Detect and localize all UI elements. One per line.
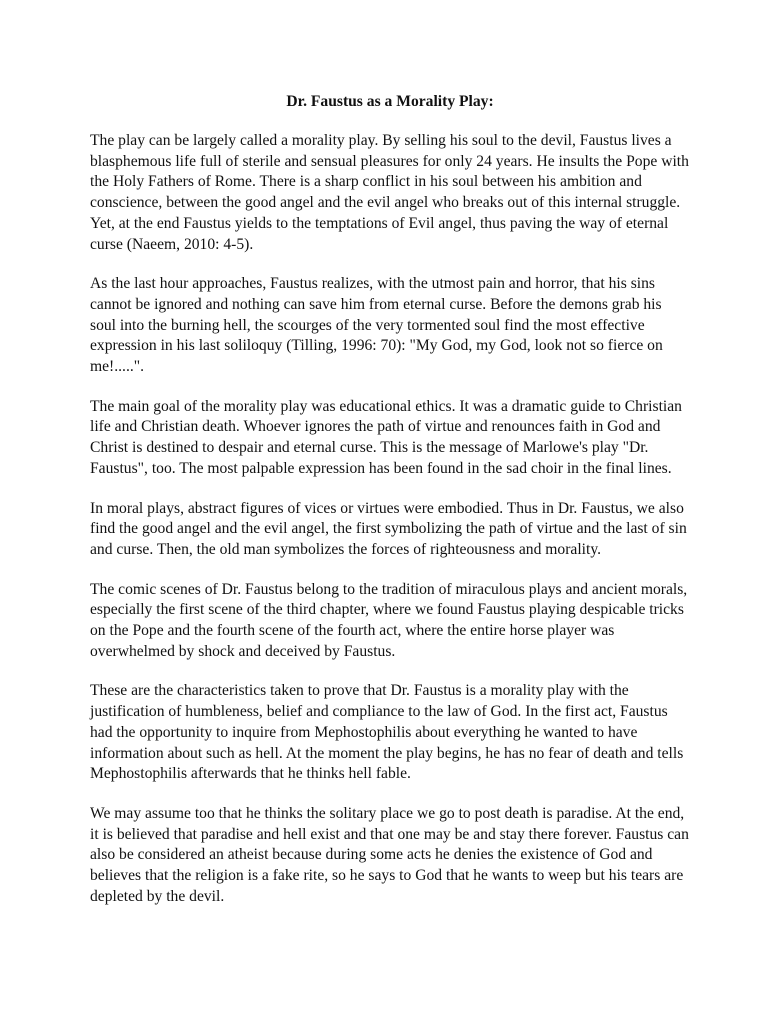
paragraph-7: We may assume too that he thinks the solitary place we go to post death is paradise. At the end, it is believed that paradise and hell exist and that one may be and stay there forever. Faustus can also be considered an atheist because during some acts he denies the existence of God and believes that the religion is a fake rite, so he says to God that he wants to weep but his tears are depleted by the devil. <box>90 804 689 905</box>
paragraph-3: The main goal of the morality play was educational ethics. It was a dramatic guide to Christian life and Christian death. Whoever ignores the path of virtue and renounces faith in God and Christ is destined to despair and eternal curse. This is the message of Marlowe's play "Dr. Faustus", too. The most palpable expression has been found in the sad choir in the final lines. <box>90 397 682 477</box>
paragraph-6: These are the characteristics taken to prove that Dr. Faustus is a morality play with the justification of humbleness, belief and compliance to the law of God. In the first act, Faustus had the opportunity to inquire from Mephostophilis about everything he wanted to have information about such as hell. At the moment the play begins, he has no fear of death and tells Mephostophilis afterwards that he thinks hell fable. <box>90 682 684 783</box>
paragraph-5: The comic scenes of Dr. Faustus belong to the tradition of miraculous plays and ancient morals, especially the first scene of the third chapter, where we found Faustus playing despicable tricks on the Pope and the fourth scene of the fourth act, where the entire horse player was overwhelmed by shock and deceived by Faustus. <box>90 580 688 660</box>
document-body <box>90 92 690 927</box>
document-title: Dr. Faustus as a Morality Play: <box>286 93 494 110</box>
paragraph-4: In moral plays, abstract figures of vices or virtues were embodied. Thus in Dr. Faustus, we also find the good angel and the evil angel, the first symbolizing the path of virtue and the last of sin and curse. Then, the old man symbolizes the forces of righteousness and morality. <box>90 499 687 558</box>
paragraph-2: As the last hour approaches, Faustus realizes, with the utmost pain and horror, that his sins cannot be ignored and nothing can save him from eternal curse. Before the demons grab his soul into the burning hell, the scourges of the very tormented soul find the most effective expression in his last soliloquy (Tilling, 1996: 70): "My God, my God, look not so fierce on me!.....". <box>90 275 663 376</box>
paragraph-1: The play can be largely called a morality play. By selling his soul to the devil, Faustus lives a blasphemous life full of sterile and sensual pleasures for only 24 years. He insults the Pope with the Holy Fathers of Rome. There is a sharp conflict in his soul between his ambition and conscience, between the good angel and the evil angel who breaks out of this internal struggle. Yet, at the end Faustus yields to the temptations of Evil angel, thus paving the way of eternal curse (Naeem, 2010: 4-5). <box>90 132 689 253</box>
